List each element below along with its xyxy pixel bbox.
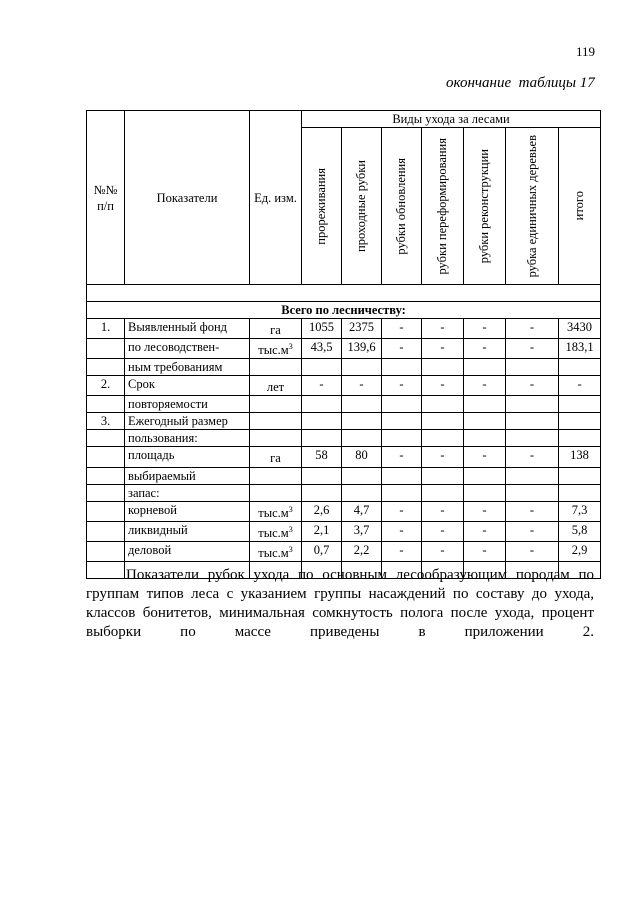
value-cell xyxy=(382,359,422,376)
value-cell xyxy=(506,359,559,376)
value-cell xyxy=(342,430,382,447)
value-cell xyxy=(302,467,342,484)
empty-row xyxy=(87,285,601,302)
value-cell: - xyxy=(506,447,559,467)
row-number xyxy=(87,541,125,561)
value-cell: - xyxy=(382,521,422,541)
value-cell: - xyxy=(382,501,422,521)
care-type-header: рубка единичных деревьев xyxy=(506,128,559,285)
value-cell xyxy=(422,484,464,501)
value-cell: - xyxy=(422,521,464,541)
value-cell: 1055 xyxy=(302,319,342,339)
value-cell xyxy=(559,467,601,484)
care-type-header: рубки переформирования xyxy=(422,128,464,285)
section-row xyxy=(87,302,601,319)
row-label: пользования: xyxy=(125,430,250,447)
value-cell: 138 xyxy=(559,447,601,467)
value-cell xyxy=(422,396,464,413)
value-cell xyxy=(559,359,601,376)
table-row xyxy=(87,413,601,430)
row-number xyxy=(87,521,125,541)
value-cell xyxy=(422,430,464,447)
value-cell xyxy=(422,467,464,484)
value-cell xyxy=(382,430,422,447)
value-cell: 0,7 xyxy=(302,541,342,561)
unit-superscript: 3 xyxy=(288,544,293,554)
value-cell xyxy=(342,396,382,413)
value-cell xyxy=(342,467,382,484)
value-cell: - xyxy=(382,376,422,396)
care-type-header: итого xyxy=(559,128,601,285)
value-cell: - xyxy=(422,501,464,521)
value-cell: 2,1 xyxy=(302,521,342,541)
value-cell: - xyxy=(559,376,601,396)
row-unit xyxy=(250,396,302,413)
value-cell xyxy=(302,413,342,430)
table-row xyxy=(87,467,601,484)
value-cell: - xyxy=(382,447,422,467)
row-number xyxy=(87,339,125,359)
value-cell: 5,8 xyxy=(559,521,601,541)
table-row xyxy=(87,319,601,339)
value-cell: 2,6 xyxy=(302,501,342,521)
value-cell: - xyxy=(422,376,464,396)
value-cell: 43,5 xyxy=(302,339,342,359)
value-cell xyxy=(464,467,506,484)
row-label: запас: xyxy=(125,484,250,501)
value-cell: - xyxy=(506,339,559,359)
care-type-header: рубки обновления xyxy=(382,128,422,285)
value-cell: - xyxy=(464,541,506,561)
value-cell xyxy=(559,430,601,447)
value-cell xyxy=(464,359,506,376)
value-cell xyxy=(302,430,342,447)
value-cell xyxy=(559,413,601,430)
unit-superscript: 3 xyxy=(288,504,293,514)
col-num-header: №№ п/п xyxy=(87,111,125,285)
value-cell: - xyxy=(464,339,506,359)
table-row xyxy=(87,521,601,541)
value-cell: - xyxy=(464,447,506,467)
value-cell: 2,9 xyxy=(559,541,601,561)
row-label: Выявленный фонд xyxy=(125,319,250,339)
col-indicator-header: Показатели xyxy=(125,111,250,285)
row-number xyxy=(87,447,125,467)
value-cell xyxy=(506,413,559,430)
row-label: Ежегодный размер xyxy=(125,413,250,430)
value-cell xyxy=(342,359,382,376)
value-cell: - xyxy=(506,521,559,541)
value-cell: 80 xyxy=(342,447,382,467)
col-unit-header: Ед. изм. xyxy=(250,111,302,285)
unit-text: га xyxy=(270,451,281,466)
value-cell xyxy=(506,396,559,413)
value-cell xyxy=(559,396,601,413)
value-cell xyxy=(464,430,506,447)
value-cell: 7,3 xyxy=(559,501,601,521)
row-label: площадь xyxy=(125,447,250,467)
row-unit xyxy=(250,467,302,484)
table-row xyxy=(87,447,601,467)
value-cell xyxy=(382,484,422,501)
row-number xyxy=(87,430,125,447)
row-label: ным требованиям xyxy=(125,359,250,376)
value-cell: 58 xyxy=(302,447,342,467)
row-unit xyxy=(250,413,302,430)
value-cell: - xyxy=(382,339,422,359)
value-cell: - xyxy=(342,376,382,396)
body-paragraph: Показатели рубок ухода по основным лесообразующим породам по группам типов леса с указанием группы насаждений по составу до ухода, классов бонитетов, минимальная сомкнутость полога после ухода, процент выборки по массе приведены в приложении 2. xyxy=(86,567,594,640)
table-row xyxy=(87,541,601,561)
value-cell: - xyxy=(422,319,464,339)
value-cell: - xyxy=(382,541,422,561)
unit-text: тыс.м xyxy=(258,505,289,520)
value-cell: 183,1 xyxy=(559,339,601,359)
value-cell: - xyxy=(506,501,559,521)
row-label: Срок xyxy=(125,376,250,396)
table-row xyxy=(87,376,601,396)
unit-text: тыс.м xyxy=(258,343,289,358)
value-cell: 3,7 xyxy=(342,521,382,541)
row-unit xyxy=(250,339,302,359)
row-label: корневой xyxy=(125,501,250,521)
table-row xyxy=(87,430,601,447)
value-cell xyxy=(302,359,342,376)
row-unit xyxy=(250,430,302,447)
row-number: 3. xyxy=(87,413,125,430)
value-cell: 2375 xyxy=(342,319,382,339)
value-cell: - xyxy=(422,339,464,359)
row-number xyxy=(87,484,125,501)
row-label: повторяемости xyxy=(125,396,250,413)
row-number xyxy=(87,359,125,376)
care-types-group-header: Виды ухода за лесами xyxy=(302,111,601,128)
row-number xyxy=(87,467,125,484)
row-label: деловой xyxy=(125,541,250,561)
unit-superscript: 3 xyxy=(288,342,293,352)
value-cell: - xyxy=(382,319,422,339)
value-cell xyxy=(342,484,382,501)
value-cell: - xyxy=(302,376,342,396)
care-type-header: рубки реконструкции xyxy=(464,128,506,285)
care-type-header: прореживания xyxy=(302,128,342,285)
row-unit xyxy=(250,359,302,376)
value-cell xyxy=(506,430,559,447)
unit-superscript: 3 xyxy=(288,524,293,534)
value-cell: - xyxy=(464,521,506,541)
table-row xyxy=(87,501,601,521)
value-cell xyxy=(464,396,506,413)
forest-care-table xyxy=(86,110,601,579)
row-unit xyxy=(250,501,302,521)
section-title: Всего по лесничеству: xyxy=(87,302,601,319)
row-label: по лесоводствен- xyxy=(125,339,250,359)
value-cell: 3430 xyxy=(559,319,601,339)
table-caption: окончание таблицы 17 xyxy=(446,75,595,91)
row-unit xyxy=(250,541,302,561)
value-cell xyxy=(302,484,342,501)
row-label: выбираемый xyxy=(125,467,250,484)
row-unit xyxy=(250,447,302,467)
table-row xyxy=(87,484,601,501)
value-cell: - xyxy=(506,376,559,396)
row-number xyxy=(87,501,125,521)
unit-text: лет xyxy=(266,380,285,395)
unit-text: тыс.м xyxy=(258,546,289,561)
value-cell: - xyxy=(464,376,506,396)
value-cell: 2,2 xyxy=(342,541,382,561)
row-label: ликвидный xyxy=(125,521,250,541)
value-cell: - xyxy=(464,501,506,521)
table-row xyxy=(87,396,601,413)
value-cell xyxy=(506,484,559,501)
row-number: 2. xyxy=(87,376,125,396)
row-number xyxy=(87,396,125,413)
value-cell xyxy=(422,413,464,430)
value-cell xyxy=(382,396,422,413)
row-unit xyxy=(250,484,302,501)
unit-text: тыс.м xyxy=(258,525,289,540)
row-number: 1. xyxy=(87,319,125,339)
table-row xyxy=(87,359,601,376)
value-cell xyxy=(382,413,422,430)
row-unit xyxy=(250,376,302,396)
value-cell: - xyxy=(422,447,464,467)
value-cell xyxy=(464,413,506,430)
value-cell xyxy=(342,413,382,430)
table-row xyxy=(87,339,601,359)
value-cell xyxy=(464,484,506,501)
value-cell xyxy=(506,467,559,484)
value-cell: 139,6 xyxy=(342,339,382,359)
value-cell: - xyxy=(506,541,559,561)
value-cell xyxy=(422,359,464,376)
value-cell: 4,7 xyxy=(342,501,382,521)
unit-text: га xyxy=(270,323,281,338)
row-unit xyxy=(250,319,302,339)
value-cell xyxy=(382,467,422,484)
care-type-header: проходные рубки xyxy=(342,128,382,285)
value-cell: - xyxy=(464,319,506,339)
value-cell xyxy=(559,484,601,501)
header-row-1 xyxy=(87,111,601,128)
value-cell xyxy=(302,396,342,413)
page-number: 119 xyxy=(576,44,596,59)
value-cell: - xyxy=(506,319,559,339)
value-cell: - xyxy=(422,541,464,561)
row-unit xyxy=(250,521,302,541)
